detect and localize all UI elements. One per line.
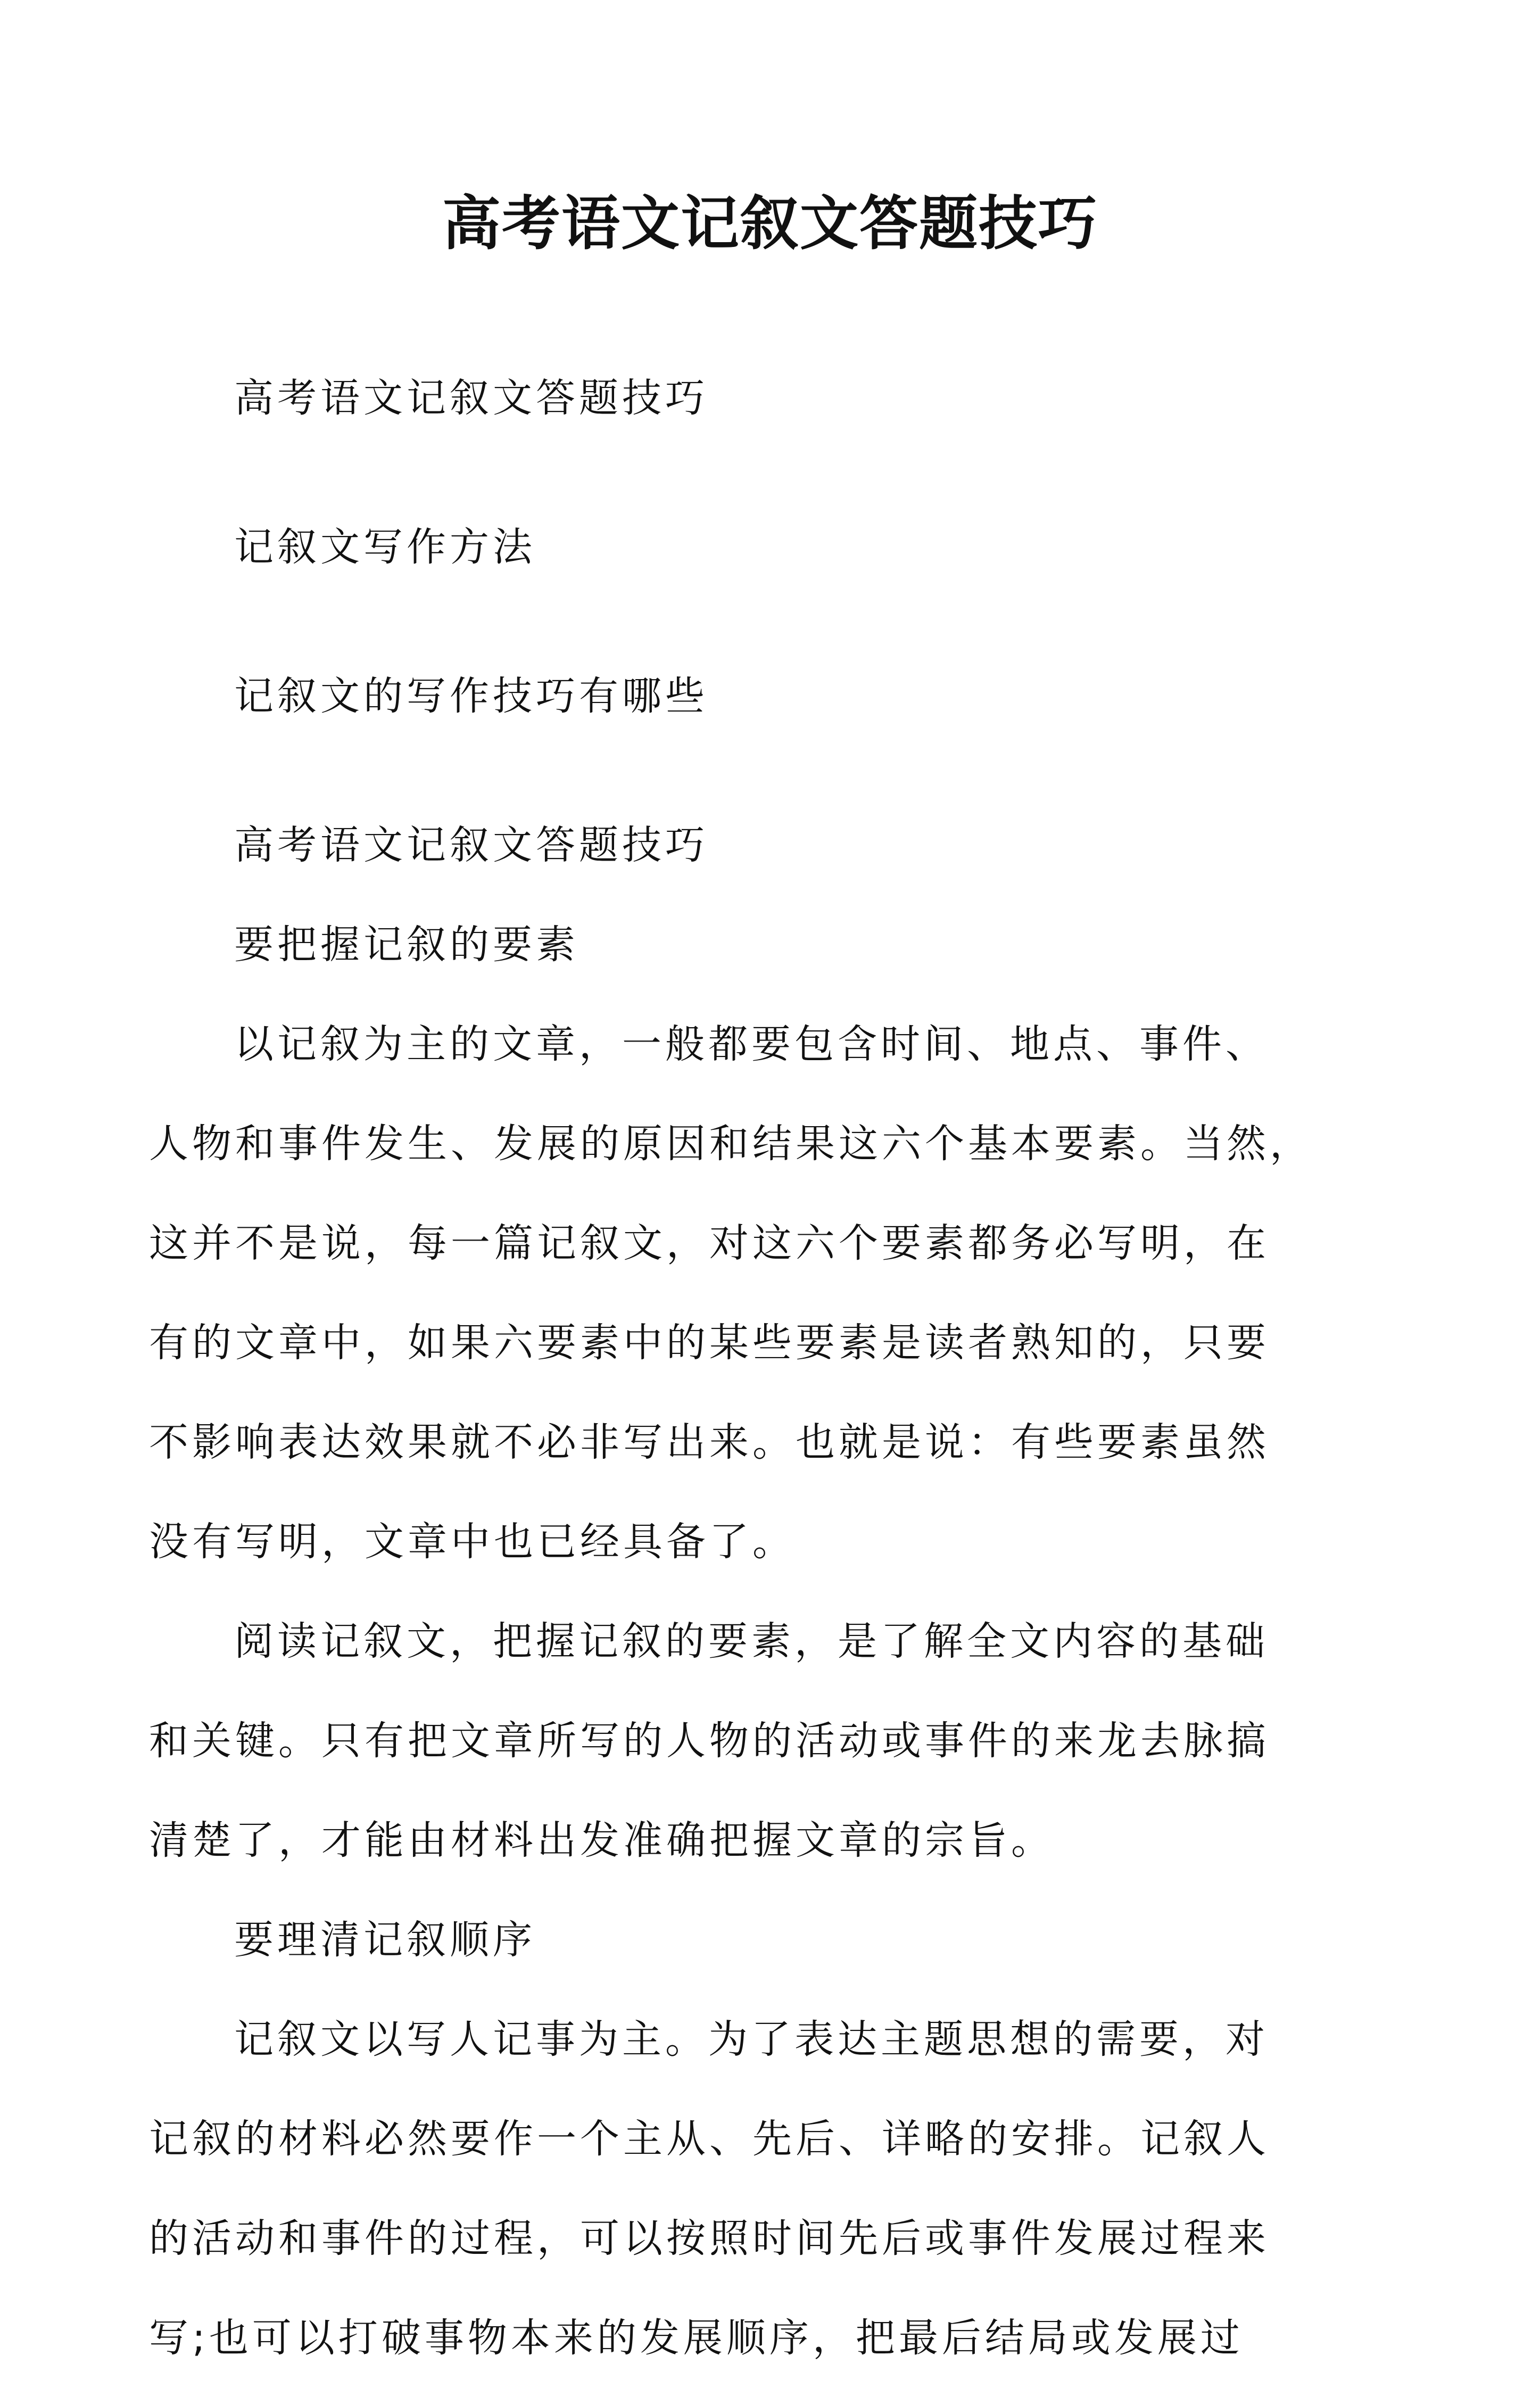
outline-item: 记叙文的写作技巧有哪些 xyxy=(234,673,708,719)
paragraph-line: 写;也可以打破事物本来的发展顺序，把最后结局或发展过 xyxy=(149,2315,1244,2361)
outline-item: 高考语文记叙文答题技巧 xyxy=(234,375,708,421)
paragraph-line: 以记叙为主的文章，一般都要包含时间、地点、事件、 xyxy=(234,1021,1269,1067)
paragraph-line: 没有写明，文章中也已经具备了。 xyxy=(149,1519,796,1565)
paragraph-line: 有的文章中，如果六要素中的某些要素是读者熟知的，只要 xyxy=(149,1320,1270,1366)
outline-item: 记叙文写作方法 xyxy=(234,524,536,570)
paragraph-key-elements xyxy=(149,995,1325,1592)
section-heading: 高考语文记叙文答题技巧 xyxy=(234,822,708,868)
paragraph-line: 这并不是说，每一篇记叙文，对这六个要素都务必写明，在 xyxy=(149,1220,1270,1266)
paragraph-line: 清楚了，才能由材料出发准确把握文章的宗旨。 xyxy=(149,1817,1054,1863)
subheading-key-elements: 要把握记叙的要素 xyxy=(234,922,579,968)
paragraph-line: 记叙的材料必然要作一个主从、先后、详略的安排。记叙人 xyxy=(149,2116,1270,2162)
paragraph-reading xyxy=(149,1592,1325,1890)
subheading-narrative-order: 要理清记叙顺序 xyxy=(234,1917,536,1963)
paragraph-line: 阅读记叙文，把握记叙的要素，是了解全文内容的基础 xyxy=(234,1618,1269,1664)
paragraph-narrative-order xyxy=(149,1990,1325,2388)
paragraph-line: 不影响表达效果就不必非写出来。也就是说：有些要素虽然 xyxy=(149,1419,1270,1465)
paragraph-line: 和关键。只有把文章所写的人物的活动或事件的来龙去脉搞 xyxy=(149,1718,1270,1764)
document-title: 高考语文记叙文答题技巧 xyxy=(442,189,1098,258)
paragraph-line: 的活动和事件的过程，可以按照时间先后或事件发展过程来 xyxy=(149,2216,1270,2261)
paragraph-line: 记叙文以写人记事为主。为了表达主题思想的需要，对 xyxy=(234,2017,1269,2062)
document-body xyxy=(149,349,1325,2388)
paragraph-line: 人物和事件发生、发展的原因和结果这六个基本要素。当然， xyxy=(149,1121,1313,1167)
